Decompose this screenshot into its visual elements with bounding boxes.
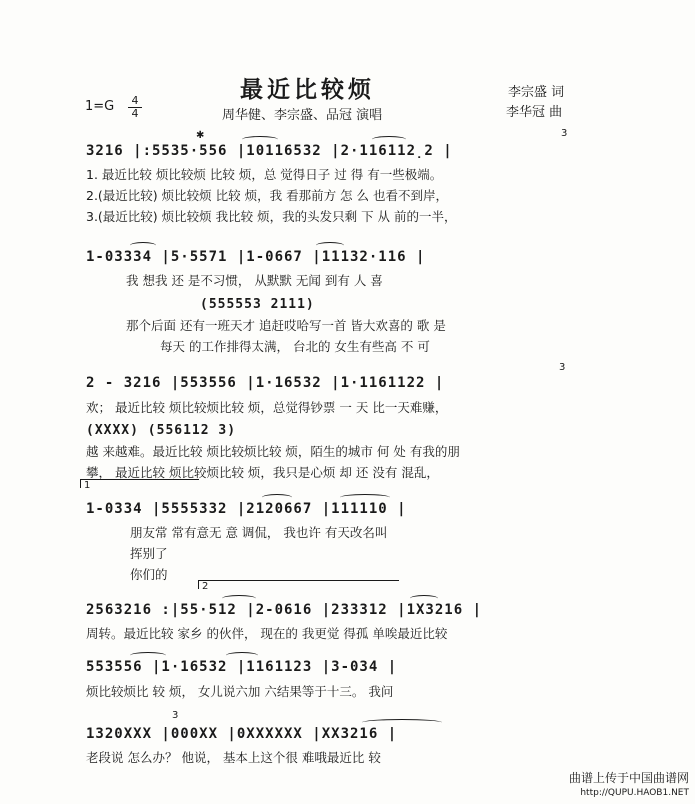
segno-icon: ✱ bbox=[196, 130, 205, 141]
system-2-notes: 1-03334 |5·5571 |1-0667 |11132·116 | bbox=[86, 249, 426, 265]
lyricist-credit: 李宗盛 词 bbox=[508, 85, 565, 100]
volta-number: 2 bbox=[202, 581, 209, 592]
system-2-lyric-1: 我 想我 还 是不习惯， 从默默 无闻 到有 人 喜 bbox=[126, 273, 383, 288]
interlude-notes: (555553 2111) bbox=[200, 297, 315, 312]
spoken-interlude: (XXXX) (556112 3) bbox=[86, 423, 237, 438]
triplet-mark: 3 bbox=[561, 128, 568, 139]
slur bbox=[372, 136, 406, 143]
triplet-mark: 3 bbox=[559, 362, 566, 373]
triplet-mark: 3 bbox=[172, 710, 179, 721]
system-2-lyric-3: 每天 的工作排得太满， 台北的 女生有些高 不 可 bbox=[160, 339, 430, 354]
system-3-lyric-1: 欢； 最近比较 烦比较烦比较 烦，总觉得钞票 一 天 比一天难赚， bbox=[86, 400, 448, 415]
site-url[interactable]: http://QUPU.HAOB1.NET bbox=[580, 788, 689, 798]
system-7-notes: 1320XXX |000XX |0XXXXXX |XX3216 | bbox=[86, 726, 398, 742]
key-signature: 1=G bbox=[85, 99, 115, 114]
composer-credit: 李华冠 曲 bbox=[506, 105, 563, 120]
system-1-notes: 3216 |:5535·556 |10116532 |2·116112̣2 | bbox=[86, 143, 453, 159]
system-5-lyric-1: 周转。最近比较 家乡 的伙伴， 现在的 我更觉 得孤 单唉最近比较 bbox=[86, 626, 448, 641]
system-6-lyric-1: 烦比较烦比 较 烦， 女儿说六加 六结果等于十三。 我问 bbox=[86, 684, 394, 699]
slur bbox=[410, 595, 438, 602]
volta-bracket-2 bbox=[198, 580, 399, 589]
song-title: 最近比较烦 bbox=[240, 76, 375, 103]
system-3-notes: 2 - 3216 |553556 |1·16532 |1·1161122 | bbox=[86, 375, 445, 391]
slur bbox=[226, 652, 258, 659]
site-watermark: 曲谱上传于中国曲谱网 bbox=[568, 771, 689, 785]
system-5-notes: 2563216 :|55·512 |2-0616 |233312 |1X3216 | bbox=[86, 602, 483, 618]
slur bbox=[130, 242, 156, 249]
slur bbox=[130, 652, 166, 659]
slur bbox=[362, 719, 442, 726]
slur bbox=[262, 494, 292, 501]
system-3-lyric-2: 越 来越难。最近比较 烦比较烦比较 烦，陌生的城市 何 处 有我的朋 bbox=[86, 444, 460, 459]
system-4-notes: 1-0334 |5555332 |2120667 |111110 | bbox=[86, 501, 407, 517]
system-6-notes: 553556 |1·16532 |1161123 |3-034 | bbox=[86, 659, 398, 675]
system-4-lyric-1: 朋友常 常有意无 意 调侃， 我也许 有天改名叫 bbox=[130, 525, 388, 540]
slur bbox=[316, 242, 344, 249]
system-1-lyric-3: 3.(最近比较) 烦比较烦 我比较 烦，我的头发只剩 下 从 前的一半， bbox=[86, 209, 457, 224]
system-4-lyric-3: 你们的 bbox=[130, 567, 168, 582]
volta-bracket-1 bbox=[80, 479, 199, 488]
slur bbox=[222, 595, 256, 602]
performers: 周华健、李宗盛、品冠 演唱 bbox=[222, 108, 383, 123]
slur bbox=[340, 494, 390, 501]
system-4-lyric-2: 挥别了 bbox=[130, 546, 168, 561]
system-1-lyric-2: 2.(最近比较) 烦比较烦 比较 烦，我 看那前方 怎 么 也看不到岸， bbox=[86, 188, 448, 203]
system-7-lyric-1: 老段说 怎么办？ 他说， 基本上这个很 难哦最近比 较 bbox=[86, 750, 381, 765]
slur bbox=[242, 136, 278, 143]
system-3-lyric-3: 攀， 最近比较 烦比较烦比较 烦，我只是心烦 却 还 没有 混乱， bbox=[86, 465, 439, 480]
system-2-lyric-2: 那个后面 还有一班天才 追赶哎哈写一首 皆大欢喜的 歌 是 bbox=[126, 318, 446, 333]
volta-number: 1 bbox=[84, 480, 91, 491]
time-signature: 4 4 bbox=[128, 95, 142, 120]
system-1-lyric-1: 1. 最近比较 烦比较烦 比较 烦，总 觉得日子 过 得 有一些极端。 bbox=[86, 167, 443, 182]
